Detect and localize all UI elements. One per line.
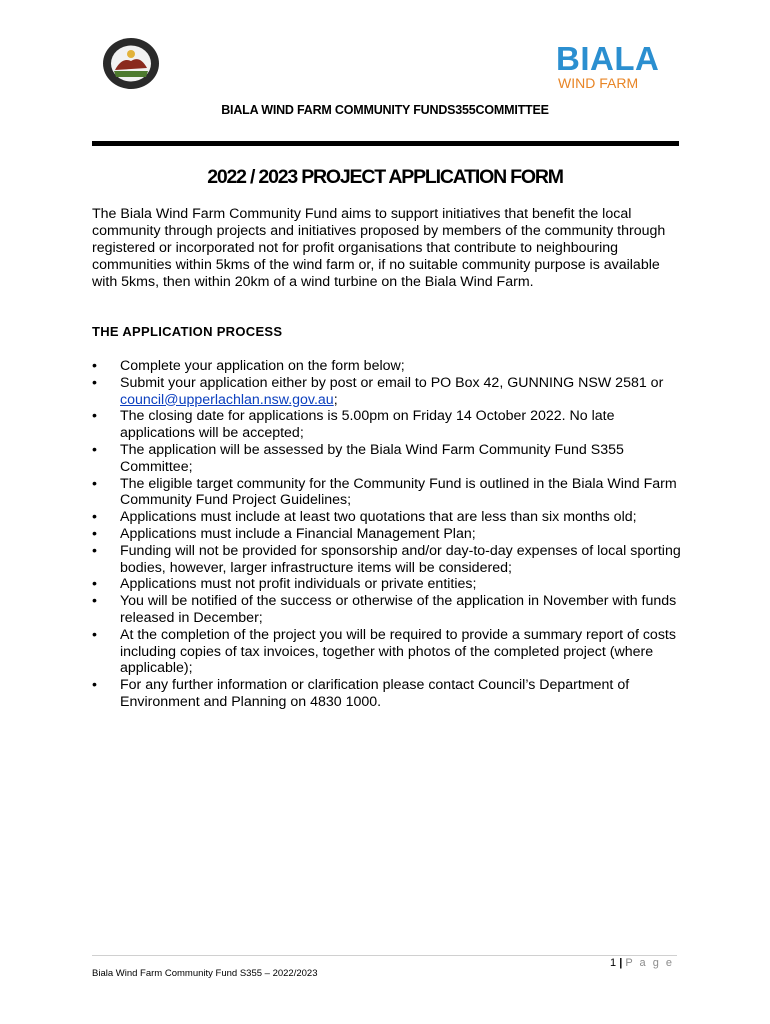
bullet-icon: • [92, 358, 97, 374]
list-item [92, 476, 692, 510]
bullet-icon: • [92, 374, 97, 391]
section-heading: THE APPLICATION PROCESS [92, 324, 283, 339]
bullet-icon: • [92, 542, 97, 559]
list-item-text: At the completion of the project you will be required to provide a summary report of costs including copies of tax invoices, together with photos of the completed project (where applicable); [120, 626, 676, 677]
list-item-text: Applications must not profit individuals or private entities; [120, 576, 477, 593]
list-item [92, 526, 692, 543]
bullet-icon: • [92, 576, 97, 593]
bullet-icon: • [92, 408, 97, 425]
list-item-text: For any further information or clarification please contact Council’s Department of Environment and Planning on 4830 1000. [120, 677, 630, 710]
biala-logo-subtitle: WIND FARM [558, 75, 639, 91]
bullet-icon: • [92, 677, 97, 694]
list-item [92, 358, 692, 375]
bullet-icon: • [92, 441, 97, 458]
list-item-text: Submit your application either by post or email to PO Box 42, GUNNING NSW 2581 or [120, 374, 664, 391]
footer-document-title: Biala Wind Farm Community Fund S355 – 2022/2023 [92, 968, 318, 979]
email-link[interactable]: council@upperlachlan.nsw.gov.au [120, 391, 334, 408]
list-item [92, 509, 692, 526]
page-number [610, 957, 674, 969]
bullet-icon: • [92, 626, 97, 643]
list-item [92, 677, 692, 711]
biala-wind-farm-logo [556, 42, 668, 90]
list-item-text-end: ; [333, 391, 338, 408]
list-item [92, 627, 692, 677]
list-item [92, 375, 692, 409]
list-item-text: You will be notified of the success or otherwise of the application in November with funds released in December; [120, 593, 677, 626]
intro-paragraph: The Biala Wind Farm Community Fund aims to support initiatives that benefit the local community through projects and initiatives proposed by members of the community through registered or incorporated not for profit organisations that contribute to neighbouring communities within 5kms of the wind farm or, if no suitable community purpose is available with 5kms, then within 20km of a wind turbine on the Biala Wind Farm. [92, 206, 666, 291]
footer-rule [92, 955, 677, 956]
list-item-text: Applications must include at least two quotations that are less than six months old; [120, 509, 637, 526]
bullet-icon: • [92, 509, 97, 526]
list-item-text: The application will be assessed by the Biala Wind Farm Community Fund S355 Committee; [120, 441, 624, 475]
form-title: 2022 / 2023 PROJECT APPLICATION FORM [207, 166, 563, 188]
list-item-text: Funding will not be provided for sponsorship and/or day-to-day expenses of local sporting bodies, however, larger infrastructure items will be considered; [120, 542, 681, 576]
list-item [92, 408, 692, 442]
page-number-value: 1 [610, 957, 617, 969]
header-rule [92, 141, 679, 146]
list-item [92, 576, 692, 593]
page-number-separator: | [619, 957, 623, 969]
list-item [92, 593, 692, 627]
bullet-icon: • [92, 475, 97, 492]
list-item-text: Applications must include a Financial Management Plan; [120, 525, 476, 542]
list-item [92, 543, 692, 577]
committee-heading: BIALA WIND FARM COMMUNITY FUNDS355COMMITTEE [221, 103, 549, 117]
bullet-icon: • [92, 525, 97, 542]
page-number-label: P a g e [625, 957, 674, 969]
list-item-text: The closing date for applications is 5.00pm on Friday 14 October 2022. No late applications will be accepted; [120, 408, 615, 442]
biala-logo-name: BIALA [556, 40, 660, 77]
bullet-icon: • [92, 593, 97, 610]
list-item-text: The eligible target community for the Community Fund is outlined in the Biala Wind Farm Community Fund Project Guidelines; [120, 475, 677, 509]
process-list [92, 358, 692, 711]
list-item [92, 442, 692, 476]
council-seal-logo [102, 37, 160, 90]
list-item-text: Complete your application on the form below; [120, 358, 405, 374]
